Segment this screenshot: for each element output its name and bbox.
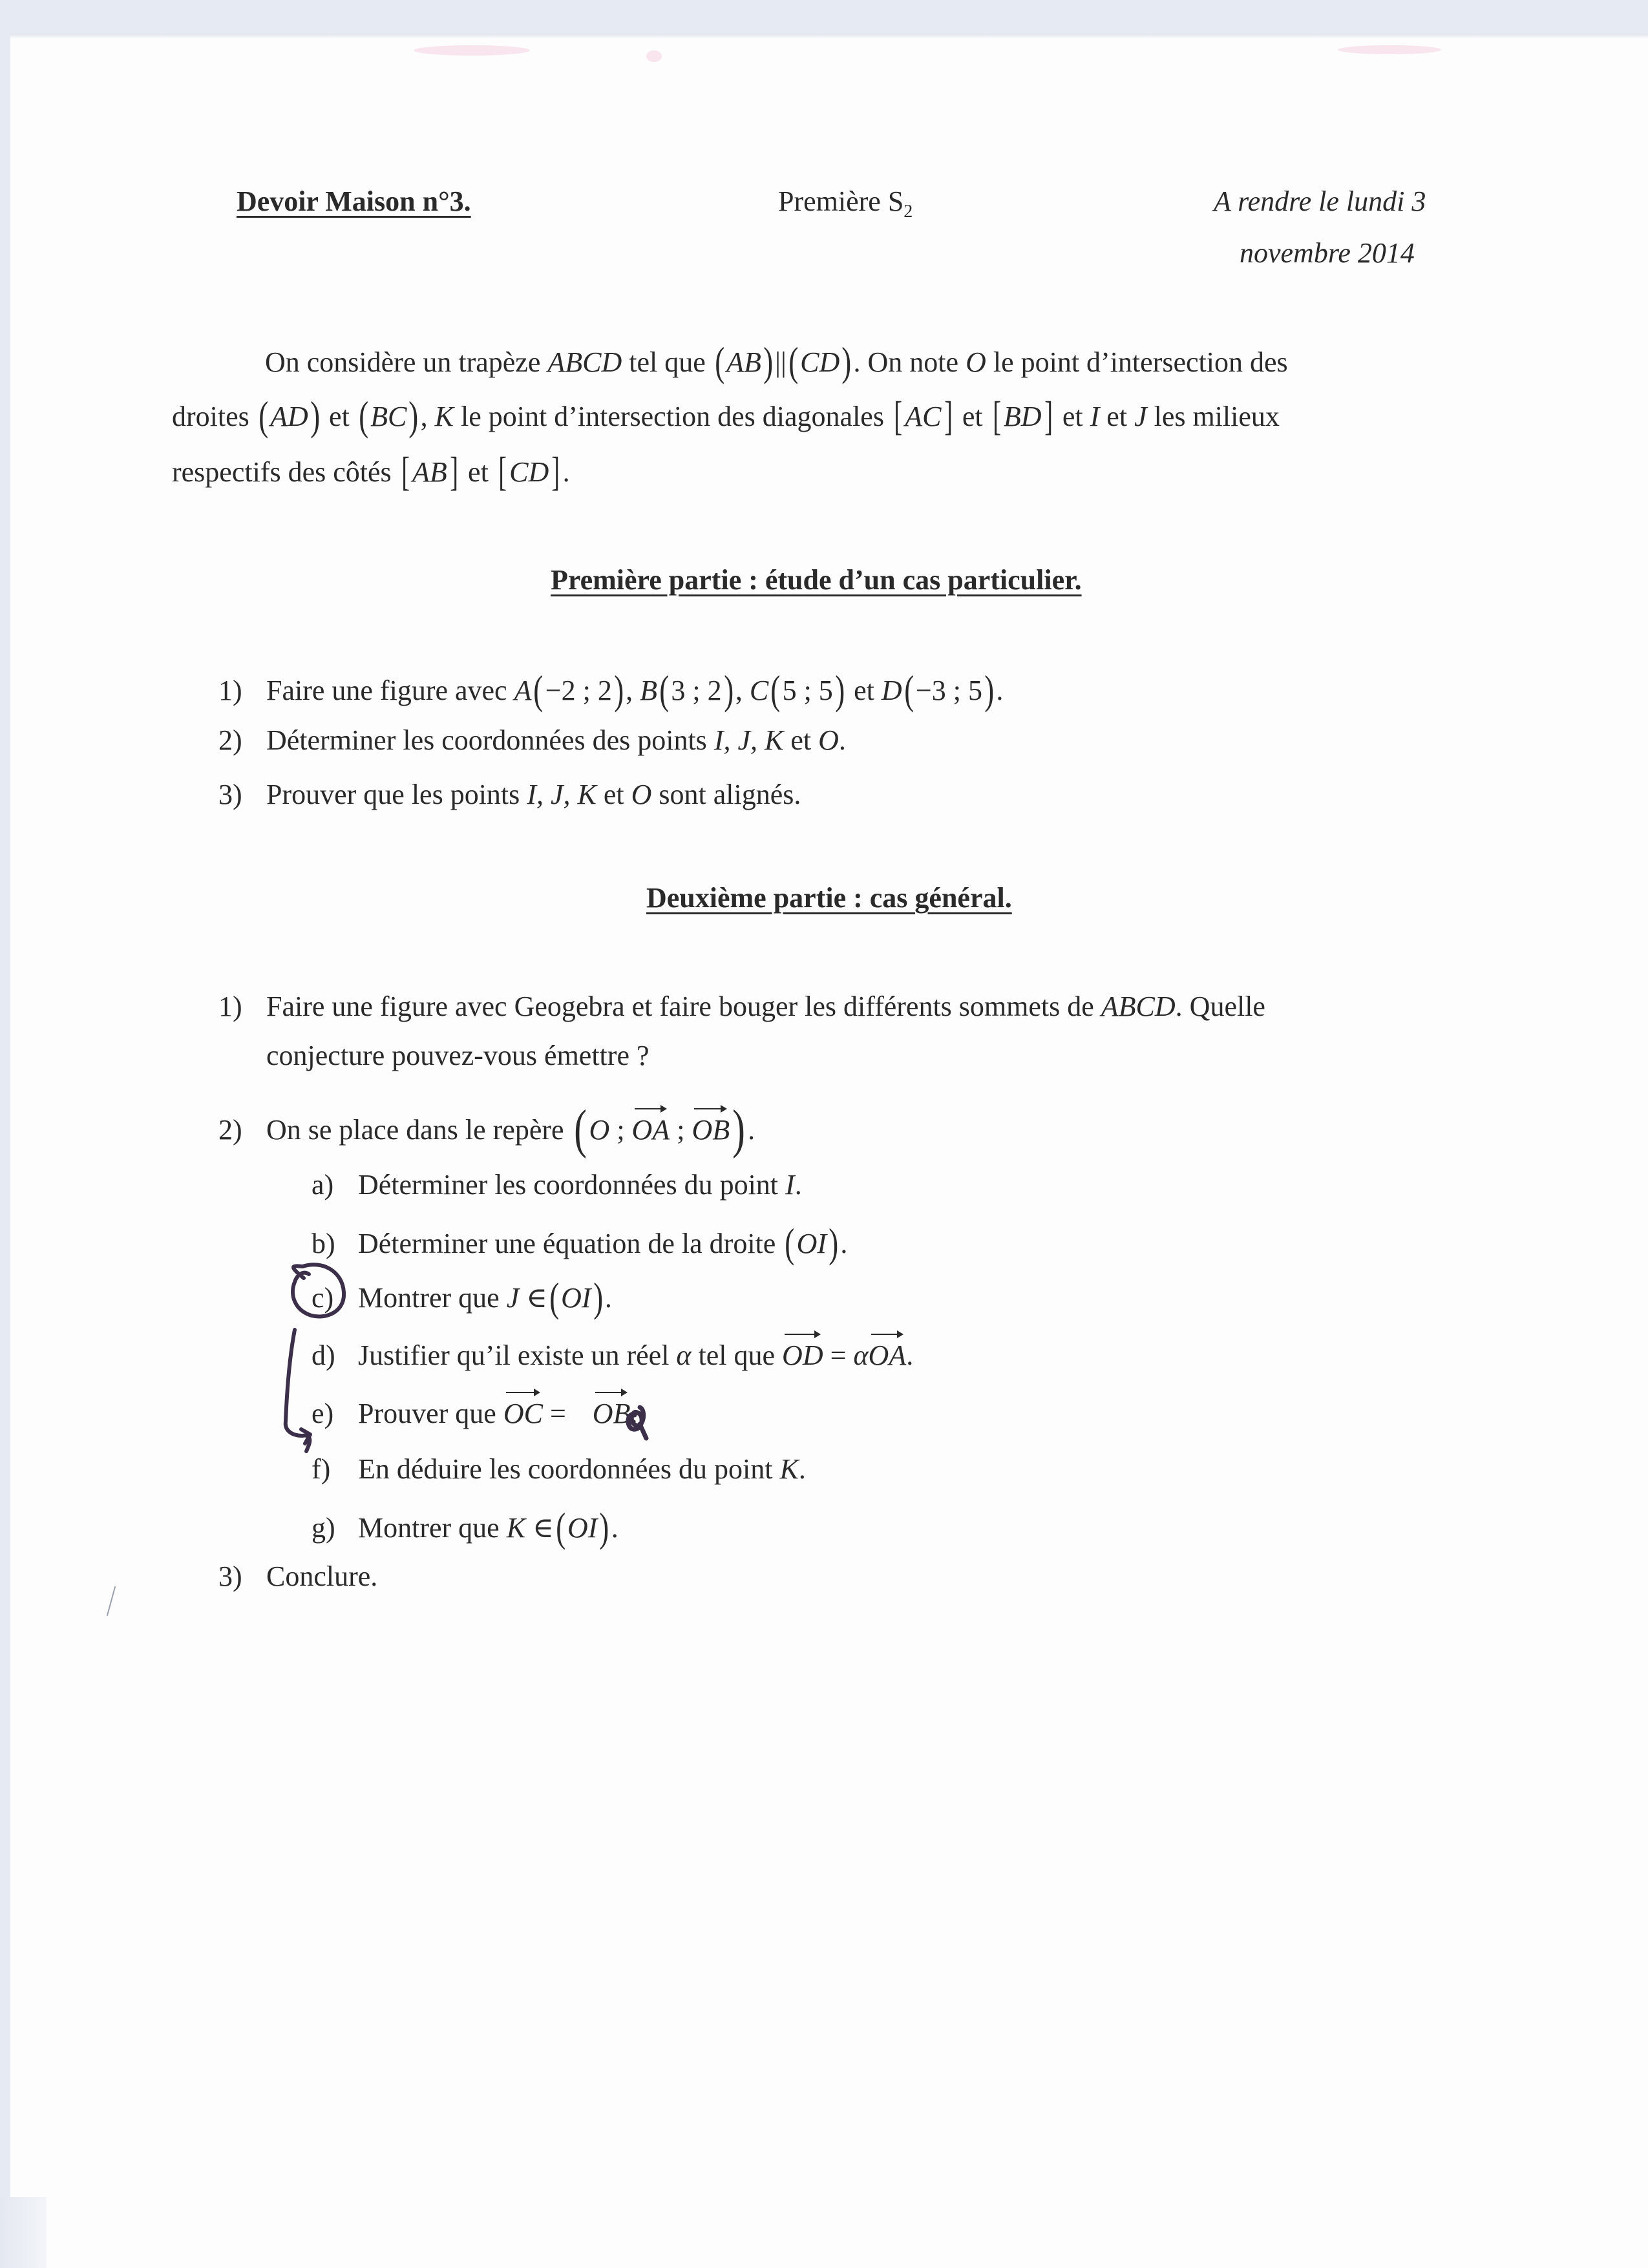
scan-pink-smudge [414, 45, 530, 56]
question-text: . [604, 1282, 612, 1314]
due-date-line1: A rendre le lundi 3 [1214, 185, 1426, 217]
sub-question-letter: e) [312, 1398, 334, 1429]
part1-heading: Première partie : étude d’un cas particulier. [551, 564, 1082, 596]
separator: ; [609, 1114, 632, 1146]
part2-question-3 [218, 1562, 377, 1591]
sub-question-letter: c) [312, 1282, 334, 1314]
point-a-label: A [514, 675, 532, 706]
point-d-coords: −3 ; 5 [915, 675, 983, 706]
intro-text: et [1055, 401, 1090, 432]
intro-text: droites [172, 401, 257, 432]
question-number: 3) [218, 779, 242, 810]
math-line-bc: BC [370, 401, 407, 432]
due-date-line2: novembre 2014 [1240, 237, 1415, 269]
part1-question-2 [218, 726, 846, 755]
part1-question-3 [218, 781, 801, 809]
question-number: 3) [218, 1560, 242, 1592]
question-text: . [906, 1339, 914, 1371]
sub-question-letter: g) [312, 1512, 335, 1544]
class-name [778, 187, 913, 221]
sub-question-b: b) Déterminer une équation de la droite (OI). [312, 1220, 848, 1266]
sub-question-e [312, 1400, 637, 1428]
sub-question-g: g) Montrer que K ∈(OI). [312, 1504, 618, 1550]
scan-edge-band [0, 2197, 47, 2268]
question-text: . [996, 675, 1004, 706]
question-text: Déterminer une équation de la droite [358, 1228, 783, 1259]
question-text: Déterminer les coordonnées du point [358, 1169, 786, 1201]
vector-ob: OB [692, 1114, 730, 1146]
part2-question-1-line2: conjecture pouvez-vous émettre ? [266, 1040, 650, 1071]
separator: ; [670, 1114, 692, 1146]
class-subscript: 2 [903, 202, 913, 222]
sub-question-letter: f) [312, 1453, 331, 1485]
question-text: . [611, 1512, 618, 1544]
question-text: sont alignés. [651, 779, 801, 810]
question-text: Faire une figure avec [266, 675, 514, 706]
sub-question-d [312, 1341, 913, 1370]
point-b-coords: 3 ; 2 [671, 675, 722, 706]
intro-text: . On note [853, 346, 966, 378]
question-text: . [794, 1169, 802, 1201]
question-text: Montrer que [358, 1282, 507, 1314]
element-of-symbol: ∈ [533, 1512, 554, 1544]
question-text: Déterminer les coordonnées des points [266, 724, 714, 756]
question-text: On se place dans le repère [266, 1114, 571, 1146]
part2-heading: Deuxième partie : cas général. [646, 882, 1012, 914]
sub-question-letter: d) [312, 1339, 335, 1371]
math-line-cd: CD [800, 346, 840, 378]
point-c-coords: 5 ; 5 [782, 675, 833, 706]
equals-sign: = [830, 1339, 847, 1371]
intro-text: et [1099, 401, 1135, 432]
document-title: Devoir Maison n°3. [237, 185, 471, 217]
intro-text: , [420, 401, 435, 432]
intro-text: les milieux [1146, 401, 1280, 432]
question-text: Justifier qu’il existe un réel [358, 1339, 677, 1371]
math-point-k: K [434, 401, 454, 432]
intro-line-3: respectifs des côtés [AB] et [CD]. [172, 448, 570, 494]
math-line-oi: OI [561, 1282, 591, 1314]
intro-text: le point d’intersection des [986, 346, 1288, 378]
intro-text: . [562, 456, 570, 488]
question-text: . [748, 1114, 755, 1146]
vector-od: OD [782, 1339, 823, 1371]
question-text: tel que [691, 1339, 783, 1371]
class-name-text: Première S [778, 185, 904, 217]
question-text: Prouver que [358, 1398, 503, 1429]
vector-oc: OC [503, 1398, 543, 1429]
math-point-o: O [966, 346, 986, 378]
math-line-oi: OI [567, 1512, 598, 1544]
question-text: . [838, 724, 846, 756]
question-text: . [840, 1228, 848, 1259]
scan-pink-smudge [646, 50, 662, 62]
question-text: et [783, 724, 819, 756]
math-segment-bd: BD [1003, 401, 1042, 432]
vector-oa: OA [631, 1114, 670, 1146]
point-b-label: B [640, 675, 658, 706]
vector-oa: OA [868, 1339, 907, 1371]
math-segment-ac: AC [905, 401, 942, 432]
math-point-i: I [1090, 401, 1100, 432]
math-points: I, J, K [527, 779, 597, 810]
scan-edge-shadow [10, 34, 1648, 39]
question-number: 2) [218, 724, 242, 756]
sub-question-c: c) Montrer que J ∈(OI). [312, 1274, 612, 1320]
part2-question-2: 2) On se place dans le repère (O ; OA ; OB). [218, 1099, 755, 1159]
part1-question-1: 1) Faire une figure avec A(−2 ; 2), B(3 ; 2), C(5 ; 5) et D(−3 ; 5). [218, 667, 1004, 713]
point-d-label: D [881, 675, 902, 706]
point-c-label: C [749, 675, 769, 706]
question-text: . [630, 1398, 638, 1429]
sub-question-a [312, 1171, 802, 1199]
math-point-j: J [1134, 401, 1147, 432]
parallel-symbol: || [775, 346, 787, 378]
math-origin-o: O [589, 1114, 610, 1146]
question-text: Faire une figure avec Geogebra et faire bouger les différents sommets de [266, 991, 1101, 1022]
math-abcd: ABCD [547, 346, 622, 378]
intro-text: et [322, 401, 357, 432]
question-text: et [847, 675, 882, 706]
question-text: En déduire les coordonnées du point [358, 1453, 780, 1485]
intro-text: le point d’intersection des diagonales [454, 401, 891, 432]
sub-question-letter: b) [312, 1228, 335, 1259]
intro-text: On considère un trapèze [265, 346, 548, 378]
math-alpha: α [853, 1339, 869, 1371]
sub-question-f [312, 1455, 806, 1484]
question-number: 1) [218, 991, 242, 1022]
intro-text: respectifs des côtés [172, 456, 399, 488]
math-line-ad: AD [270, 401, 308, 432]
math-line-oi: OI [796, 1228, 827, 1259]
question-text: Conclure. [266, 1560, 378, 1592]
math-point-k: K [506, 1512, 526, 1544]
math-line-ab: AB [726, 346, 761, 378]
intro-text: tel que [622, 346, 713, 378]
part2-question-1-line1 [218, 992, 1265, 1021]
math-point-k: K [779, 1453, 799, 1485]
question-number: 1) [218, 675, 242, 706]
question-text: Montrer que [358, 1512, 507, 1544]
intro-line-2: droites (AD) et (BC), K le point d’intersection des diagonales [AC] et [BD] et I et J les milieux [172, 393, 1280, 439]
question-text: . [798, 1453, 806, 1485]
intro-text: et [461, 456, 496, 488]
question-text: et [596, 779, 631, 810]
math-point-i: I [785, 1169, 795, 1201]
math-point-o: O [631, 779, 652, 810]
intro-text: et [955, 401, 990, 432]
sub-question-letter: a) [312, 1169, 334, 1201]
vector-ob: OB [592, 1398, 631, 1429]
point-a-coords: −2 ; 2 [545, 675, 612, 706]
math-segment-cd: CD [509, 456, 549, 488]
math-segment-ab: AB [412, 456, 447, 488]
math-point-o: O [818, 724, 839, 756]
equals-sign: = [549, 1398, 566, 1429]
math-point-j: J [506, 1282, 520, 1314]
math-alpha: α [676, 1339, 692, 1371]
math-points: I, J, K [713, 724, 784, 756]
scan-pink-smudge [1338, 45, 1441, 54]
math-abcd: ABCD [1101, 991, 1176, 1022]
question-number: 2) [218, 1114, 242, 1146]
question-text: Prouver que les points [266, 779, 527, 810]
element-of-symbol: ∈ [526, 1282, 547, 1314]
intro-line-1: On considère un trapèze ABCD tel que (AB)||(CD). On note O le point d’intersection des [265, 339, 1288, 384]
question-text: . Quelle [1175, 991, 1265, 1022]
